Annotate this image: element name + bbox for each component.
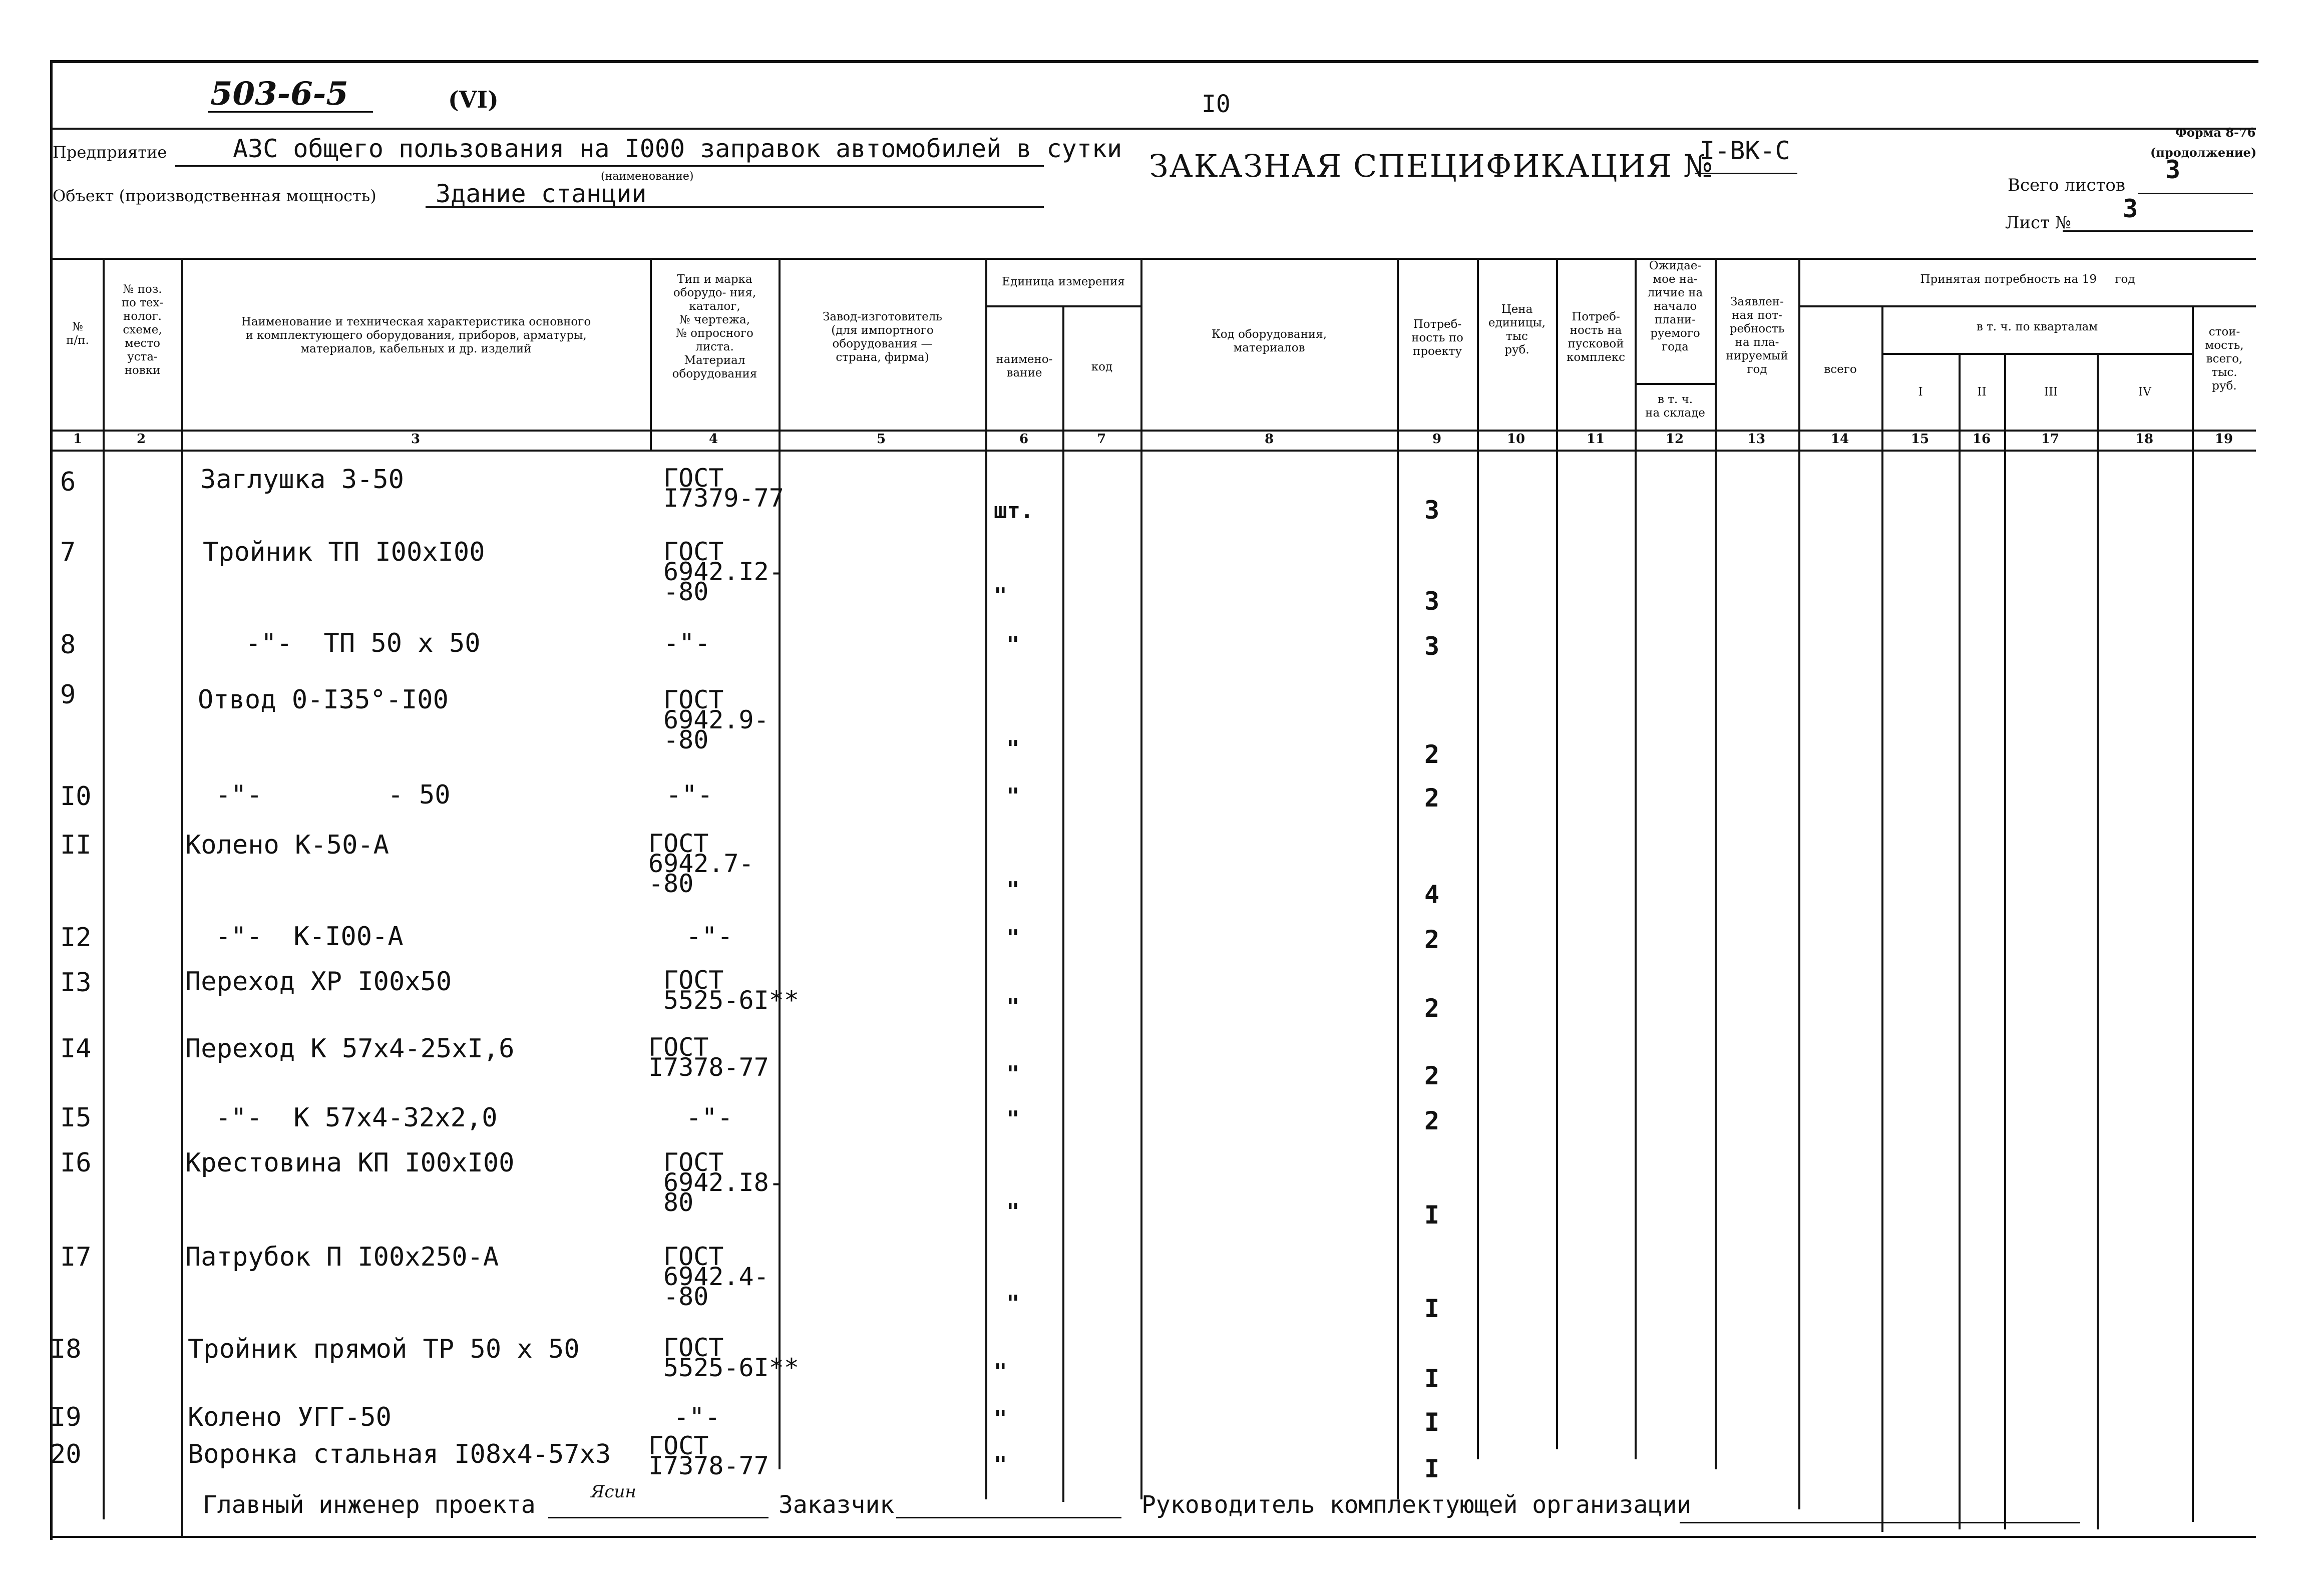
quantity: 2 <box>1424 925 1440 954</box>
row-number: I7 <box>60 1242 92 1272</box>
col-line-8 <box>1397 258 1399 1499</box>
spec-number: I-ВК-С <box>1700 136 1790 165</box>
chief-engineer-label: Главный инженер проекта <box>203 1491 536 1519</box>
item-type: ГОСТ 6942.I8- 80 <box>663 1148 784 1217</box>
numbers-row-bottom-line <box>50 450 2256 452</box>
col-header-11: Потреб- ность на пусковой комплекс <box>1567 310 1625 364</box>
row-number: 20 <box>50 1439 82 1469</box>
item-name: Тройник прямой ТР 50 x 50 <box>188 1334 580 1364</box>
col-line-9 <box>1477 258 1479 1459</box>
col-header-q1: I <box>1918 385 1923 398</box>
unit-name: " <box>1006 925 1020 951</box>
unit-name: " <box>1006 1291 1020 1316</box>
col-header-14: всего <box>1824 363 1857 376</box>
col-line-13 <box>1798 258 1800 1509</box>
item-type: ГОСТ 5525-6I** <box>663 966 799 1015</box>
item-type: ГОСТ I7379-77 <box>663 464 784 513</box>
quantity: 3 <box>1424 496 1440 525</box>
col-header-q4: IV <box>2138 385 2151 398</box>
col-line-17 <box>2097 353 2099 1529</box>
item-type: -"- <box>686 1103 733 1133</box>
col-line-14 <box>1881 305 1883 1532</box>
item-name: -"- К 57x4-32x2,0 <box>215 1103 498 1133</box>
item-type: -"- <box>666 780 713 810</box>
col-header-9: Потреб- ность по проекту <box>1411 318 1463 358</box>
supplier-signature-line <box>1680 1522 2080 1523</box>
part-label: (VI) <box>448 86 499 113</box>
col-number-8: 8 <box>1264 432 1274 447</box>
col-number-4: 4 <box>708 432 718 447</box>
col-line-18 <box>2192 305 2194 1522</box>
row-number: I6 <box>60 1148 92 1178</box>
object-label: Объект (производственная мощность) <box>53 186 376 205</box>
supplier-label: Руководитель комплектующей организации <box>1141 1491 1692 1519</box>
row-number: 7 <box>60 537 76 567</box>
col-header-2: № поз. по тех- нолог. схеме, место уста- новки <box>121 283 164 377</box>
table-top-line <box>50 258 2256 260</box>
sheet-underline <box>2063 230 2253 232</box>
row-number: 9 <box>60 680 76 710</box>
col-header-13: Заявлен- ная пот- ребность на пла- нируемый год <box>1726 295 1788 376</box>
col-header-12-sub: в т. ч. на складе <box>1645 393 1705 420</box>
sheet-label: Лист № <box>2005 213 2071 233</box>
col-number-16: 16 <box>1972 432 1991 447</box>
enterprise-label: Предприятие <box>53 143 167 162</box>
item-name: -"- К-I00-А <box>215 922 404 952</box>
quantity: I <box>1424 1364 1440 1393</box>
col-header-10: Цена единицы, тыс руб. <box>1488 303 1546 356</box>
col-line-12 <box>1715 258 1717 1469</box>
row-number: I2 <box>60 923 92 953</box>
unit-name: " <box>1006 736 1020 761</box>
total-sheets-underline <box>2138 193 2253 194</box>
col-line-4 <box>779 258 781 1469</box>
row-number: I0 <box>60 781 92 812</box>
col-line-10 <box>1556 258 1558 1449</box>
unit-name: " <box>994 1452 1007 1477</box>
quantity: 2 <box>1424 740 1440 769</box>
item-name: Отвод 0-I35°-I00 <box>198 685 449 715</box>
total-sheets-value: 3 <box>2165 155 2181 184</box>
quantity: I <box>1424 1408 1440 1437</box>
item-name: Патрубок П I00x250-А <box>185 1242 499 1272</box>
col-number-1: 1 <box>73 432 83 447</box>
col-line-7 <box>1140 258 1142 1499</box>
col-number-7: 7 <box>1096 432 1106 447</box>
unit-name: " <box>1006 994 1020 1019</box>
customer-label: Заказчик <box>779 1491 895 1519</box>
unit-name: шт. <box>994 498 1034 524</box>
c12-sub-line <box>1635 383 1715 385</box>
item-name: Колено К-50-А <box>185 830 389 860</box>
form-label: Форма 8-76 <box>2175 125 2256 140</box>
col-number-14: 14 <box>1830 432 1849 447</box>
quantity: 2 <box>1424 783 1440 813</box>
row-number: 6 <box>60 467 76 497</box>
col-number-13: 13 <box>1747 432 1766 447</box>
col-header-5: Завод-изготовитель (для импортного оборудования — страна, фирма) <box>823 310 942 364</box>
enterprise-value: АЗС общего пользования на I000 заправок автомобилей в сутки <box>233 134 1122 163</box>
item-name: Колено УГГ-50 <box>188 1402 392 1432</box>
item-type: ГОСТ I7378-77 <box>648 1431 769 1480</box>
item-name: -"- - 50 <box>215 780 451 810</box>
col-number-2: 2 <box>136 432 146 447</box>
item-name: Переход К 57x4-25xI,6 <box>185 1034 515 1064</box>
unit-name: " <box>1006 1061 1020 1087</box>
footer-line <box>50 1536 2256 1538</box>
unit-name: " <box>994 1359 1007 1385</box>
item-type: ГОСТ I7378-77 <box>648 1033 769 1082</box>
quantity: I <box>1424 1294 1440 1323</box>
enterprise-underline <box>175 165 1044 167</box>
object-value: Здание станции <box>436 179 647 208</box>
quantity: 4 <box>1424 880 1440 909</box>
col-header-q2: II <box>1977 385 1987 398</box>
col-line-16 <box>2004 353 2006 1529</box>
item-type: -"- <box>686 922 733 952</box>
item-name: Воронка стальная I08x4-57x3 <box>188 1439 611 1469</box>
col-header-q3: III <box>2044 385 2058 398</box>
sheet-value: 3 <box>2123 194 2138 223</box>
item-type: ГОСТ 6942.4- -80 <box>663 1242 769 1311</box>
accepted-group-header: Принятая потребность на 19 год <box>1920 273 2135 286</box>
chief-engineer-signature-line <box>548 1517 768 1518</box>
quantity: 3 <box>1424 632 1440 661</box>
item-type: ГОСТ 6942.I2- -80 <box>663 537 784 606</box>
continuation-label: (продолжение) <box>2150 145 2257 160</box>
unit-name: " <box>1006 632 1020 657</box>
item-name: -"- ТП 50 x 50 <box>245 628 481 658</box>
quarters-group-header: в т. ч. по кварталам <box>1976 320 2098 333</box>
row-number: I3 <box>60 968 92 998</box>
item-type: ГОСТ 6942.9- -80 <box>663 685 769 754</box>
col-header-12: Ожидае- мое на- личие на начало плани- руемого года <box>1647 259 1703 353</box>
item-type: -"- <box>663 628 710 658</box>
item-type: -"- <box>673 1402 720 1432</box>
col-line-6 <box>1062 305 1064 1502</box>
col-number-9: 9 <box>1432 432 1442 447</box>
col-header-6: наимено- вание <box>996 353 1053 379</box>
object-underline <box>426 206 1044 208</box>
row-number: I5 <box>60 1103 92 1133</box>
col-header-4: Тип и марка оборудо- ния, каталог, № чертежа, № опросного листа. Материал оборудования <box>672 273 757 380</box>
unit-name: " <box>1006 783 1020 809</box>
row-number: I4 <box>60 1034 92 1064</box>
col-number-6: 6 <box>1019 432 1029 447</box>
accepted-group-line <box>1798 305 2256 307</box>
document-code: 503-6-5 <box>210 75 348 113</box>
quantity: 3 <box>1424 587 1440 616</box>
row-number: I9 <box>50 1402 82 1432</box>
col-line-11 <box>1635 258 1637 1459</box>
item-name: Крестовина КП I00xI00 <box>185 1148 515 1178</box>
quantity: I <box>1424 1454 1440 1483</box>
unit-name: " <box>994 1406 1007 1431</box>
col-line-2 <box>181 258 183 1537</box>
top-band-divider <box>50 128 2256 130</box>
col-number-19: 19 <box>2214 432 2233 447</box>
col-number-10: 10 <box>1506 432 1525 447</box>
unit-name: " <box>1006 1199 1020 1225</box>
item-name: Тройник ТП I00xI00 <box>203 537 485 567</box>
col-header-1: № п/п. <box>66 320 89 347</box>
unit-name: " <box>1006 877 1020 903</box>
col-header-3: Наименование и техническая характеристика основного и комплектующего оборудования, приборов, арматуры, материалов, кабельных и др. изделий <box>241 315 591 355</box>
quantity: 2 <box>1424 1061 1440 1090</box>
quarters-group-line <box>1881 353 2192 355</box>
spec-title: ЗАКАЗНАЯ СПЕЦИФИКАЦИЯ № <box>1149 148 1714 184</box>
col-number-15: 15 <box>1910 432 1930 447</box>
unit-group-header: Единица измерения <box>1002 275 1125 288</box>
page-number: I0 <box>1202 90 1231 118</box>
name-caption: (наименование) <box>601 170 694 183</box>
quantity: 2 <box>1424 994 1440 1023</box>
item-name: Заглушка 3-50 <box>200 465 404 495</box>
col-line-15 <box>1959 353 1961 1529</box>
chief-engineer-signature: Ясин <box>591 1482 636 1502</box>
col-header-19: стои- мость, всего, тыс. руб. <box>2205 325 2244 392</box>
spec-number-underline <box>1695 173 1797 174</box>
customer-signature-line <box>896 1517 1121 1518</box>
col-header-7: код <box>1091 360 1113 373</box>
quantity: I <box>1424 1201 1440 1230</box>
unit-name: " <box>1006 1106 1020 1132</box>
row-number: 8 <box>60 630 76 660</box>
col-number-17: 17 <box>2041 432 2060 447</box>
item-type: ГОСТ 6942.7- -80 <box>648 829 754 898</box>
unit-name: " <box>994 583 1007 609</box>
col-number-5: 5 <box>876 432 886 447</box>
quantity: 2 <box>1424 1106 1440 1135</box>
col-line-1 <box>103 258 105 1519</box>
col-number-11: 11 <box>1586 432 1605 447</box>
row-number: I8 <box>50 1334 82 1364</box>
col-number-18: 18 <box>2135 432 2154 447</box>
col-line-5 <box>985 258 987 1499</box>
item-name: Переход ХР I00x50 <box>185 967 452 997</box>
col-number-12: 12 <box>1665 432 1684 447</box>
item-type: ГОСТ 5525-6I** <box>663 1333 799 1382</box>
row-number: II <box>60 830 92 860</box>
col-number-3: 3 <box>411 432 421 447</box>
total-sheets-label: Всего листов <box>2008 175 2125 195</box>
col-header-8: Код оборудования, материалов <box>1211 328 1327 354</box>
